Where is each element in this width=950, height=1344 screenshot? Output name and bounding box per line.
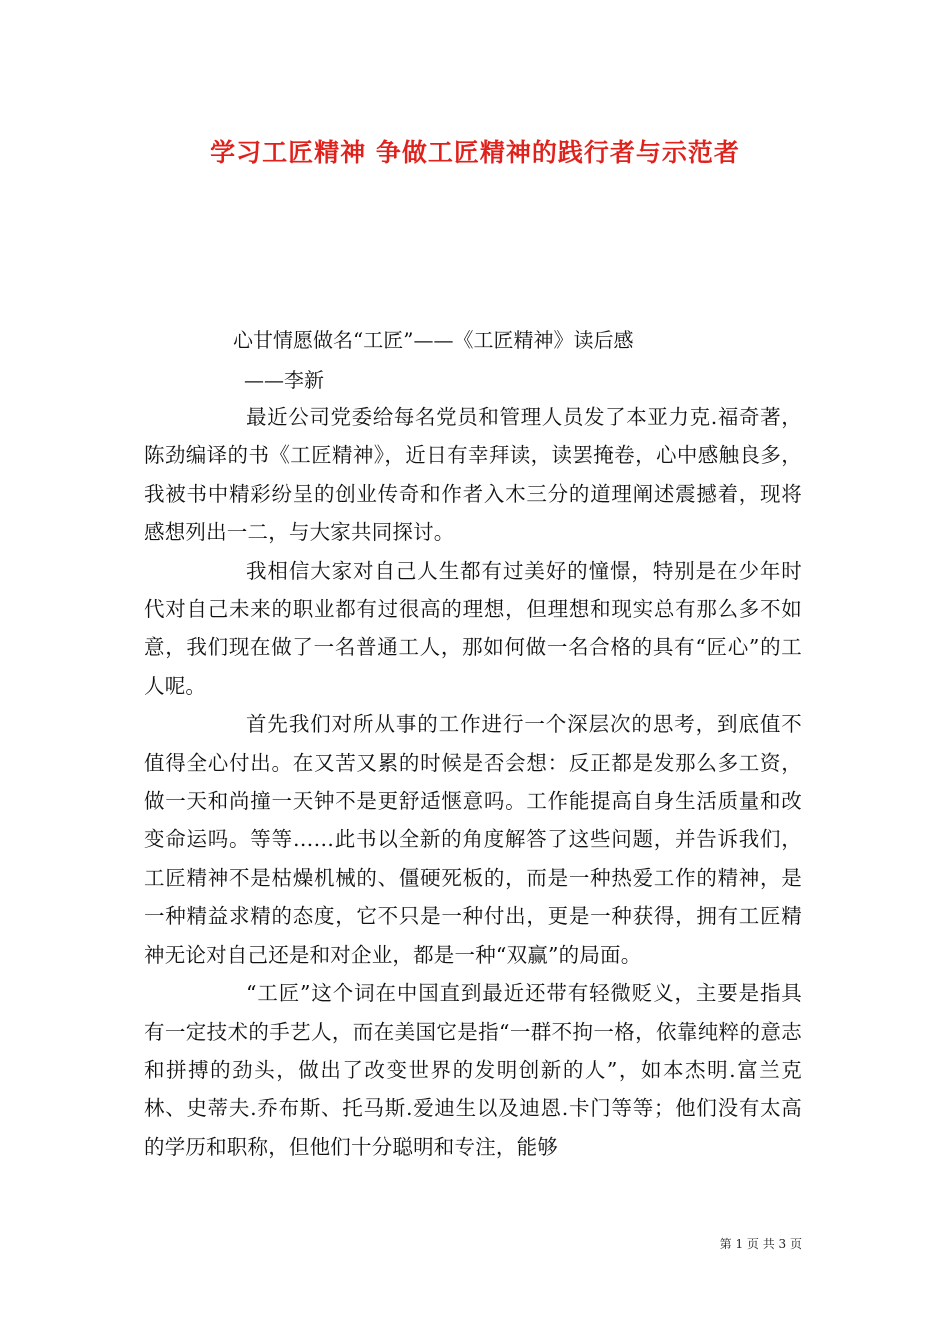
document-body [144, 398, 802, 1166]
document-author: ——李新 [244, 368, 324, 392]
paragraph-1: 最近公司党委给每名党员和管理人员发了本亚力克.福奇著，陈劲编译的书《工匠精神》，近日有幸拜读，读罢掩卷，心中感触良多，我被书中精彩纷呈的创业传奇和作者入木三分的道理阐述震撼着，现将感想列出一二，与大家共同探讨。 [144, 405, 802, 545]
paragraph-3: 首先我们对所从事的工作进行一个深层次的思考，到底值不值得全心付出。在又苦又累的时候是否会想：反正都是发那么多工资，做一天和尚撞一天钟不是更舒适惬意吗。工作能提高自身生活质量和改变命运吗。等等……此书以全新的角度解答了这些问题，并告诉我们，工匠精神不是枯燥机械的、僵硬死板的，而是一种热爱工作的精神，是一种精益求精的态度，它不只是一种付出，更是一种获得，拥有工匠精神无论对自己还是和对企业，都是一种“双赢”的局面。 [144, 712, 802, 967]
document-title: 学习工匠精神 争做工匠精神的践行者与示范者 [210, 138, 740, 167]
paragraph-4: “工匠”这个词在中国直到最近还带有轻微贬义，主要是指具有一定技术的手艺人，而在美国它是指“一群不拘一格，依靠纯粹的意志和拼搏的劲头，做出了改变世界的发明创新的人”，如本杰明.富兰克林、史蒂夫.乔布斯、托马斯.爱迪生以及迪恩.卡门等等；他们没有太高的学历和职称，但他们十分聪明和专注，能够 [144, 981, 802, 1159]
paragraph-2: 我相信大家对自己人生都有过美好的憧憬，特别是在少年时代对自己未来的职业都有过很高的理想，但理想和现实总有那么多不如意，我们现在做了一名普通工人，那如何做一名合格的具有“匠心”的工人呢。 [144, 558, 802, 698]
page-number-footer: 第 1 页 共 3 页 [719, 1237, 802, 1251]
document-subtitle: 心甘情愿做名“工匠”——《工匠精神》读后感 [233, 328, 634, 352]
